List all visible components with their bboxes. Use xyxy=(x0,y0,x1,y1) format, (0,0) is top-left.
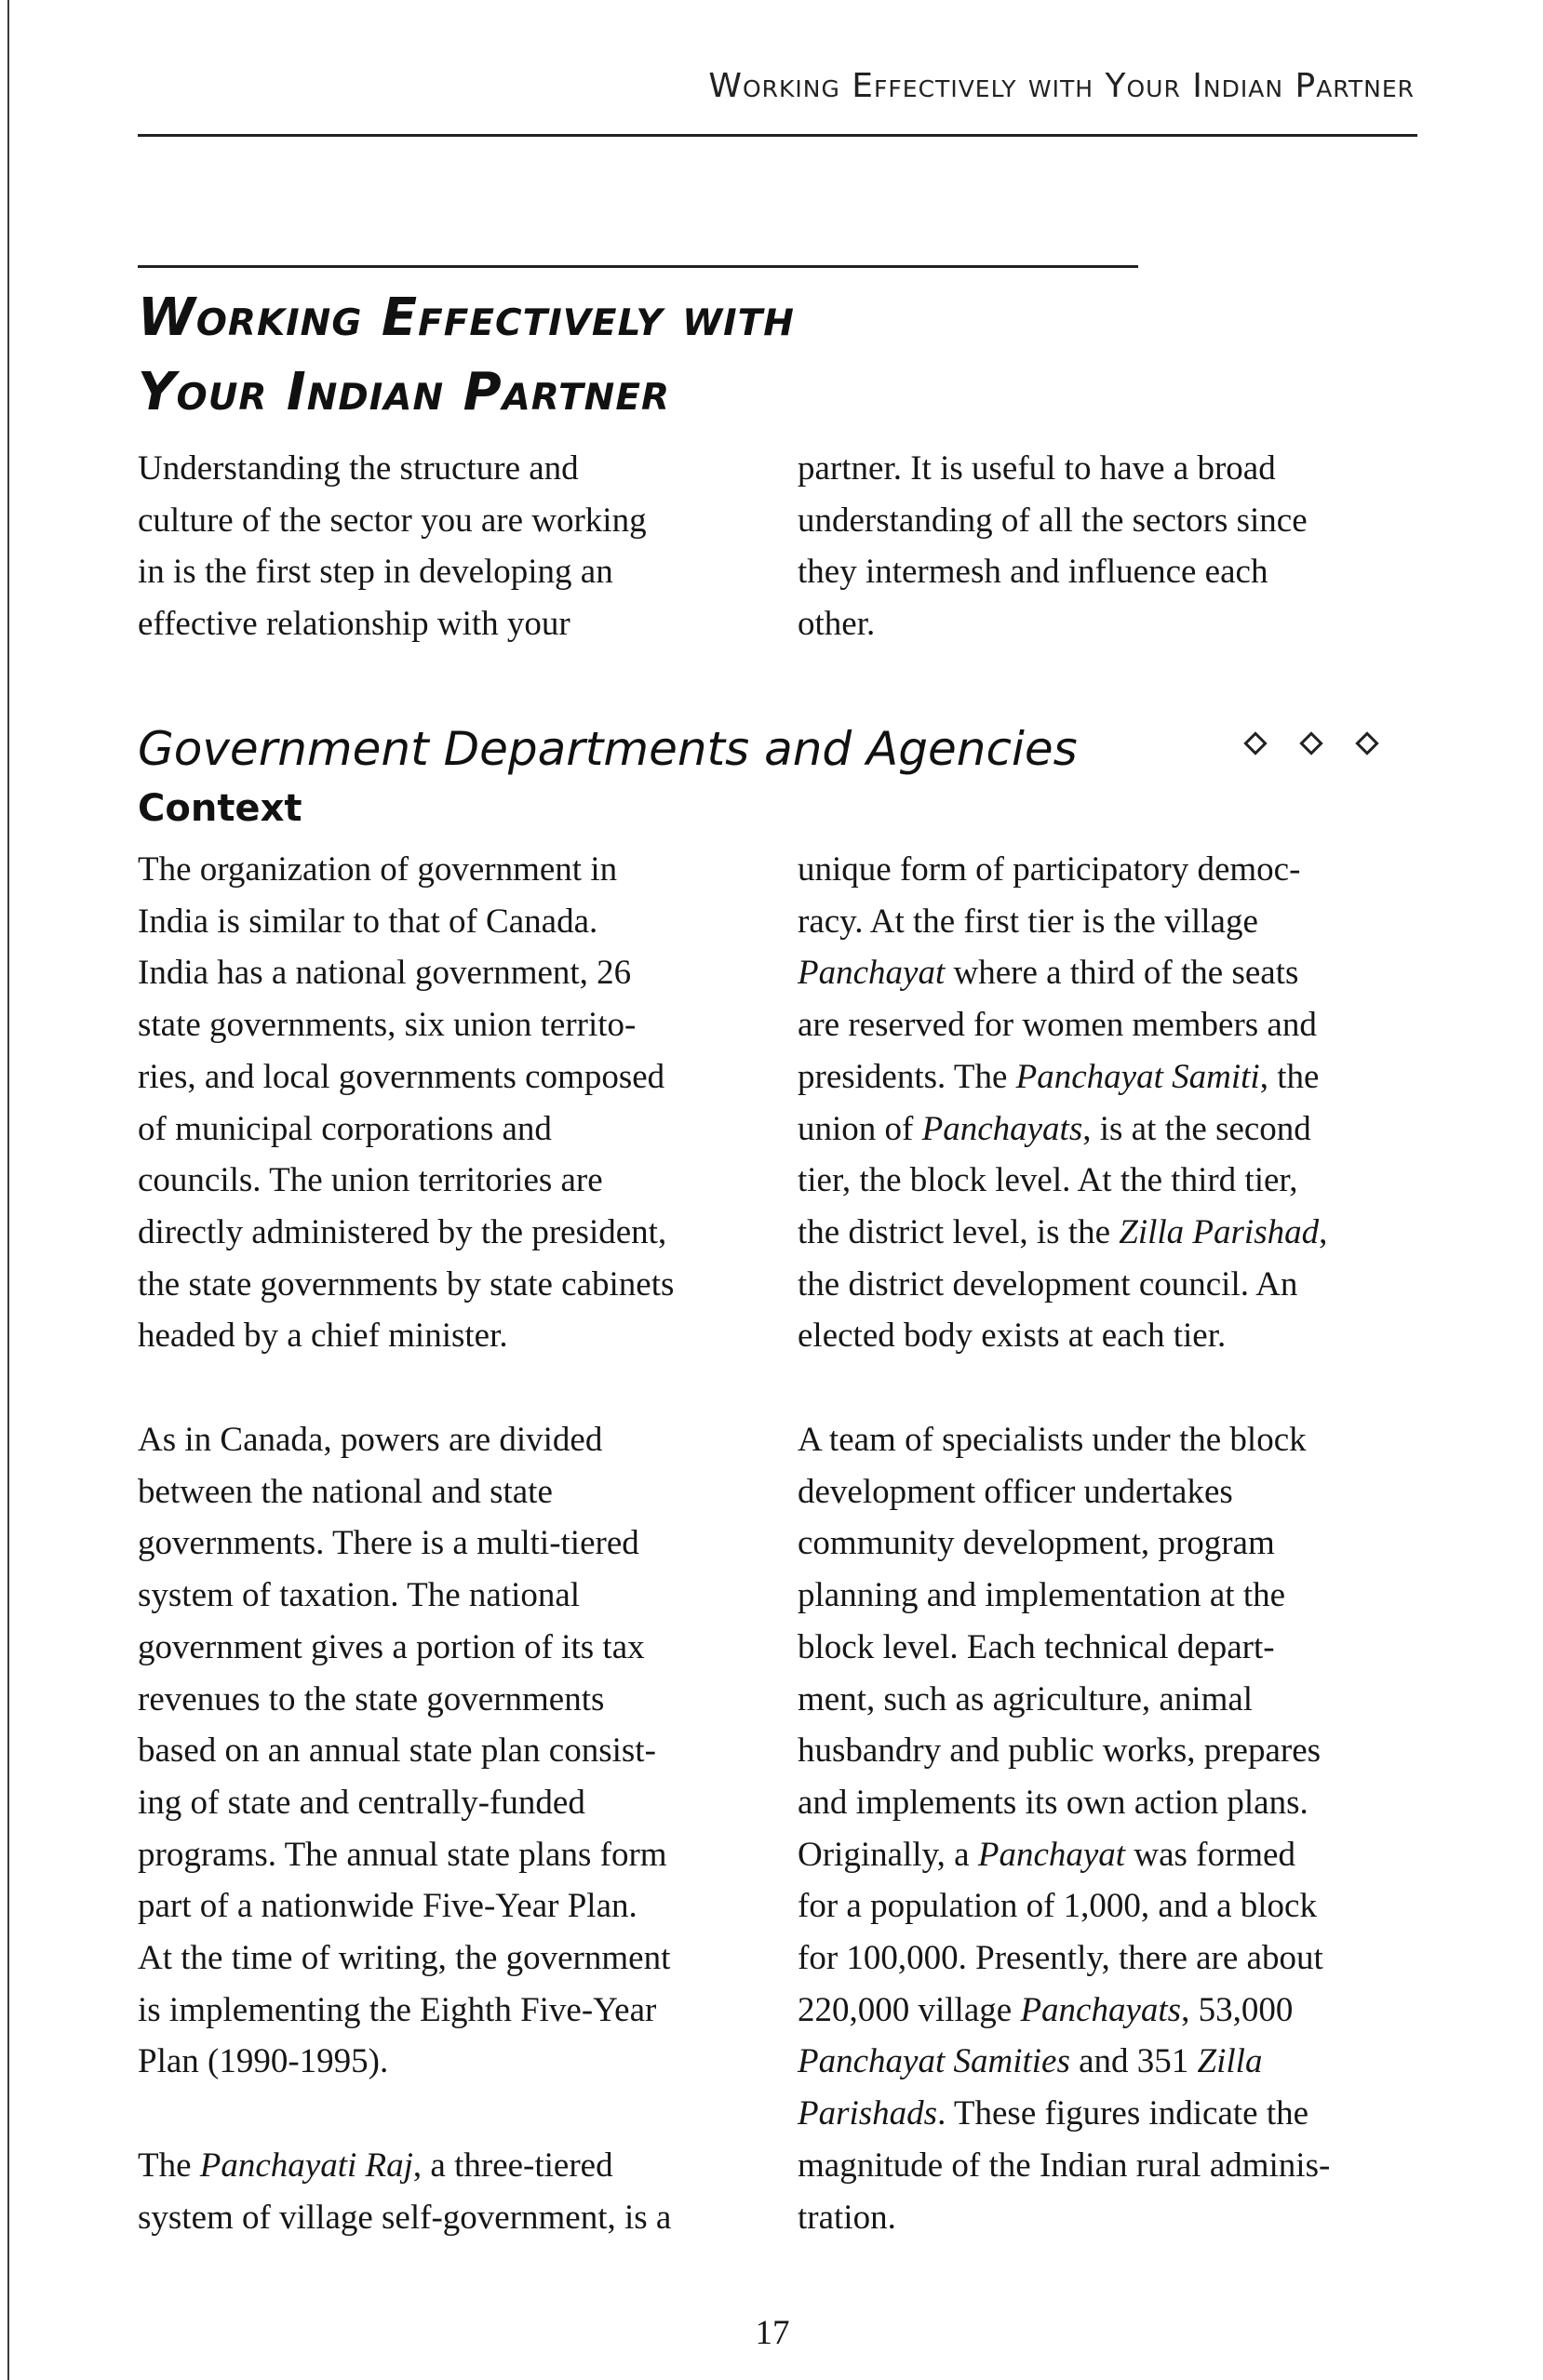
running-head: Working Effectively with Your Indian Partner xyxy=(708,67,1415,105)
text-line: husbandry and public works, prepares xyxy=(798,1732,1322,1771)
text-line: A team of specialists under the block xyxy=(798,1421,1307,1460)
text-line: The organization of government in xyxy=(138,850,618,889)
intro-left-paragraph xyxy=(138,443,647,650)
text-line: is implementing the Eighth Five-Year xyxy=(138,1990,657,2029)
text-line: councils. The union territories are xyxy=(138,1161,603,1200)
diamond-icon xyxy=(1243,731,1267,755)
page-number: 17 xyxy=(755,2314,790,2352)
text-line: culture of the sector you are working xyxy=(138,501,647,540)
text-line: ries, and local governments composed xyxy=(138,1057,665,1096)
intro-right-paragraph xyxy=(798,443,1308,650)
intro-right-column xyxy=(798,443,1308,650)
section-heading: Government Departments and Agencies xyxy=(138,722,1078,776)
text-line: magnitude of the Indian rural adminis- xyxy=(798,2146,1331,2185)
paragraph xyxy=(138,1414,674,2088)
text-line: planning and implementation at the xyxy=(798,1576,1286,1615)
text-line: India has a national government, 26 xyxy=(138,954,632,993)
text-line: ment, such as agriculture, animal xyxy=(798,1679,1254,1718)
text-line: system of taxation. The national xyxy=(138,1576,581,1615)
text-line: Parishads. These figures indicate the xyxy=(798,2094,1309,2133)
text-line: understanding of all the sectors since xyxy=(798,501,1308,540)
text-line: racy. At the first tier is the village xyxy=(798,902,1258,941)
text-line: effective relationship with your xyxy=(138,605,570,644)
intro-left-column xyxy=(138,443,647,650)
title-line-1: Working Effectively with xyxy=(138,287,795,348)
text-line: system of village self-government, is a xyxy=(138,2198,672,2237)
text-line: the district development council. An xyxy=(798,1264,1298,1304)
text-line: India is similar to that of Canada. xyxy=(138,902,598,941)
title-line-2: Your Indian Partner xyxy=(138,362,670,422)
paragraph xyxy=(138,844,674,1362)
page-title xyxy=(138,281,1161,430)
text-line: tration. xyxy=(798,2198,896,2237)
text-line: governments. There is a multi-tiered xyxy=(138,1524,639,1563)
text-line: programs. The annual state plans form xyxy=(138,1835,667,1874)
body-right-column xyxy=(798,844,1330,2243)
text-line: The Panchayati Raj, a three-tiered xyxy=(138,2146,613,2186)
header-rule xyxy=(138,134,1417,137)
text-line: Panchayat where a third of the seats xyxy=(798,954,1299,993)
text-line: elected body exists at each tier. xyxy=(798,1317,1227,1356)
text-line: As in Canada, powers are divided xyxy=(138,1421,603,1460)
text-line: the state governments by state cabinets xyxy=(138,1264,675,1304)
text-line: other. xyxy=(798,605,876,644)
text-line: revenues to the state governments xyxy=(138,1679,605,1718)
text-line: based on an annual state plan consist- xyxy=(138,1732,656,1771)
text-line: ing of state and centrally-funded xyxy=(138,1783,585,1822)
diamond-icon xyxy=(1299,731,1322,755)
paragraph xyxy=(798,1414,1330,2243)
text-line: At the time of writing, the government xyxy=(138,1939,671,1978)
text-line: unique form of participatory democ- xyxy=(798,850,1301,889)
text-line: for 100,000. Presently, there are about xyxy=(798,1939,1323,1978)
text-line: Understanding the structure and xyxy=(138,449,579,488)
text-line: they intermesh and influence each xyxy=(798,553,1268,592)
text-line: are reserved for women members and xyxy=(798,1006,1317,1045)
text-line: block level. Each technical depart- xyxy=(798,1627,1275,1666)
text-line: Plan (1990-1995). xyxy=(138,2042,389,2081)
title-rule xyxy=(138,265,1138,268)
paragraph xyxy=(138,2140,674,2243)
text-line: partner. It is useful to have a broad xyxy=(798,449,1276,488)
diamond-icon xyxy=(1355,731,1378,755)
text-line: between the national and state xyxy=(138,1472,553,1511)
text-line: the district level, is the Zilla Parishad, xyxy=(798,1212,1328,1251)
text-line: and implements its own action plans. xyxy=(798,1783,1308,1822)
text-line: of municipal corporations and xyxy=(138,1109,552,1148)
text-line: state governments, six union territo- xyxy=(138,1006,637,1045)
page-edge-line xyxy=(7,0,9,2380)
text-line: 220,000 village Panchayats, 53,000 xyxy=(798,1990,1294,2029)
text-line: development officer undertakes xyxy=(798,1472,1233,1511)
paragraph xyxy=(798,844,1330,1362)
subheading-context: Context xyxy=(138,787,302,830)
text-line: headed by a chief minister. xyxy=(138,1317,508,1356)
text-line: tier, the block level. At the third tier, xyxy=(798,1161,1298,1200)
text-line: in is the first step in developing an xyxy=(138,553,613,592)
text-line: directly administered by the president, xyxy=(138,1212,667,1251)
text-line: community development, program xyxy=(798,1524,1275,1563)
text-line: Panchayat Samities and 351 Zilla xyxy=(798,2042,1263,2081)
text-line: Originally, a Panchayat was formed xyxy=(798,1835,1295,1874)
text-line: for a population of 1,000, and a block xyxy=(798,1887,1317,1926)
text-line: presidents. The Panchayat Samiti, the xyxy=(798,1057,1320,1096)
text-line: union of Panchayats, is at the second xyxy=(798,1109,1311,1148)
text-line: government gives a portion of its tax xyxy=(138,1627,645,1666)
body-left-column xyxy=(138,844,674,2244)
text-line: part of a nationwide Five-Year Plan. xyxy=(138,1887,637,1926)
